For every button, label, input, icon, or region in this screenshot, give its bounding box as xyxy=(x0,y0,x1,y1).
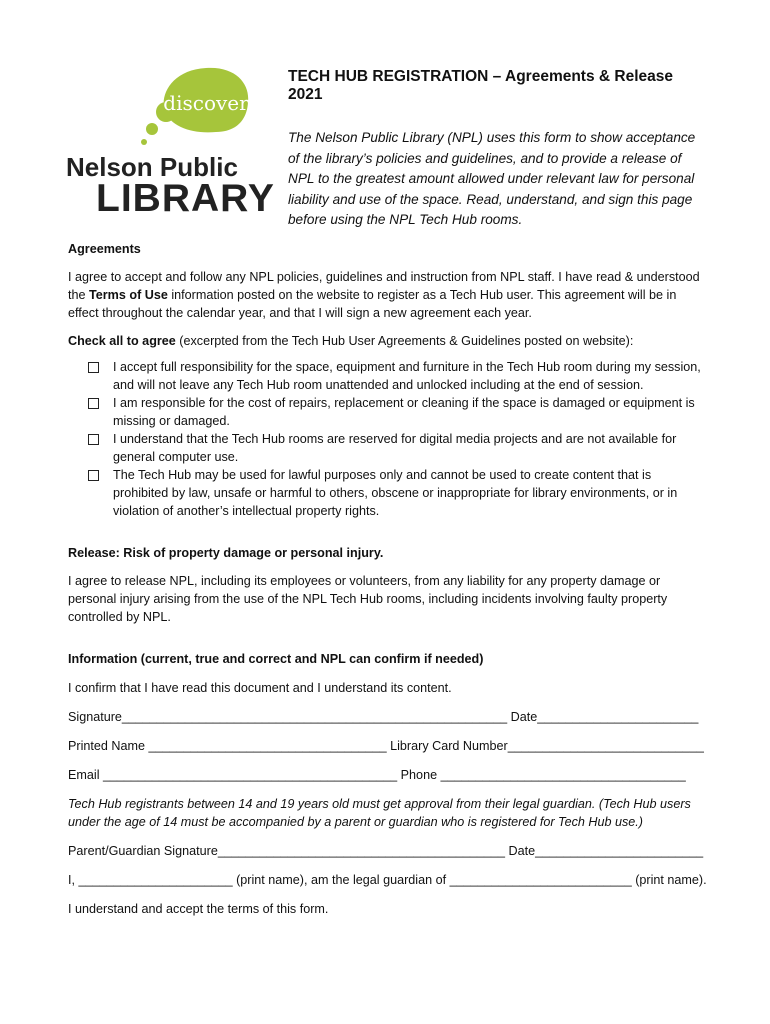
guardian-name-line[interactable]: I, ______________________ (print name), am the legal guardian of __________________________ (print name). xyxy=(68,873,707,887)
bubble-word: discover xyxy=(163,91,249,115)
bubble-dot-medium xyxy=(146,123,158,135)
accept-text: I understand and accept the terms of this form. xyxy=(68,902,329,916)
checklist-item xyxy=(68,430,708,466)
guardian-signature-line[interactable]: Parent/Guardian Signature_________________________________________ Date________________________ xyxy=(68,844,704,858)
form-body xyxy=(68,240,708,918)
agreements-paragraph xyxy=(68,268,708,322)
logo-line2: LIBRARY xyxy=(96,177,275,216)
printed-name-card-line[interactable]: Printed Name __________________________________ Library Card Number____________________________ xyxy=(68,739,704,753)
check-all-label xyxy=(68,332,708,350)
form-header xyxy=(288,68,708,231)
check-all-bold: Check all to agree xyxy=(68,334,176,348)
release-heading: Release: Risk of property damage or personal injury. xyxy=(68,546,384,560)
checklist-item xyxy=(68,466,708,520)
agreement-checkbox-4[interactable] xyxy=(88,470,99,481)
agreements-heading: Agreements xyxy=(68,242,141,256)
release-text: I agree to release NPL, including its employees or volunteers, from any liability for any property damage or personal injury arising from the use of the NPL Tech Hub rooms, including incidents involving faulty property controlled by NPL. xyxy=(68,574,668,624)
email-phone-line[interactable]: Email __________________________________________ Phone ___________________________________ xyxy=(68,768,686,782)
checklist-item xyxy=(68,394,708,430)
agreement-checkbox-2[interactable] xyxy=(88,398,99,409)
library-logo xyxy=(66,64,278,216)
signature-date-line[interactable]: Signature_______________________________________________________ Date_______________________ xyxy=(68,710,699,724)
agreement-checkbox-3[interactable] xyxy=(88,434,99,445)
terms-of-use-link: Terms of Use xyxy=(89,288,168,302)
checklist-item-text: I am responsible for the cost of repairs, replacement or cleaning if the space is damaged or equipment is missing or damaged. xyxy=(113,396,695,428)
checklist-item-text: I accept full responsibility for the space, equipment and furniture in the Tech Hub room during my session, and will not leave any Tech Hub room unattended and unlocked including at the end of session. xyxy=(113,360,701,392)
agreements-text-2: information posted on the website to register as a Tech Hub user. This agreement will be in effect throughout the calendar year, and that I will sign a new agreement each year. xyxy=(68,288,677,320)
checklist-item-text: The Tech Hub may be used for lawful purposes only and cannot be used to create content that is prohibited by law, unsafe or harmful to others, obscene or inappropriate for library environments, or in violation of another’s intellectual property rights. xyxy=(113,468,678,518)
checklist-item xyxy=(68,358,708,394)
bubble-dot-small xyxy=(141,139,147,145)
information-heading: Information (current, true and correct and NPL can confirm if needed) xyxy=(68,652,484,666)
checklist-item-text: I understand that the Tech Hub rooms are reserved for digital media projects and are not available for general computer use. xyxy=(113,432,677,464)
form-intro: The Nelson Public Library (NPL) uses this form to show acceptance of the library’s policies and guidelines, and to provide a release of NPL to the greatest amount allowed under relevant law for personal liability and use of the space. Read, understand, and sign this page before using the NPL Tech Hub rooms. xyxy=(288,130,696,227)
guardian-note: Tech Hub registrants between 14 and 19 years old must get approval from their legal guardian. (Tech Hub users under the age of 14 must be accompanied by a parent or guardian who is registered for Tech Hub use.) xyxy=(68,797,691,829)
agreements-text-1: I agree to accept and follow any NPL policies, guidelines and instruction from NPL staff. I have read & understood the xyxy=(68,270,700,302)
check-all-rest: (excerpted from the Tech Hub User Agreements & Guidelines posted on website): xyxy=(175,334,634,348)
agreement-checklist xyxy=(68,358,708,520)
agreement-checkbox-1[interactable] xyxy=(88,362,99,373)
logo-line1: Nelson Public xyxy=(66,152,238,182)
confirm-text: I confirm that I have read this document and I understand its content. xyxy=(68,681,452,695)
form-title: TECH HUB REGISTRATION – Agreements & Release 2021 xyxy=(288,68,674,103)
